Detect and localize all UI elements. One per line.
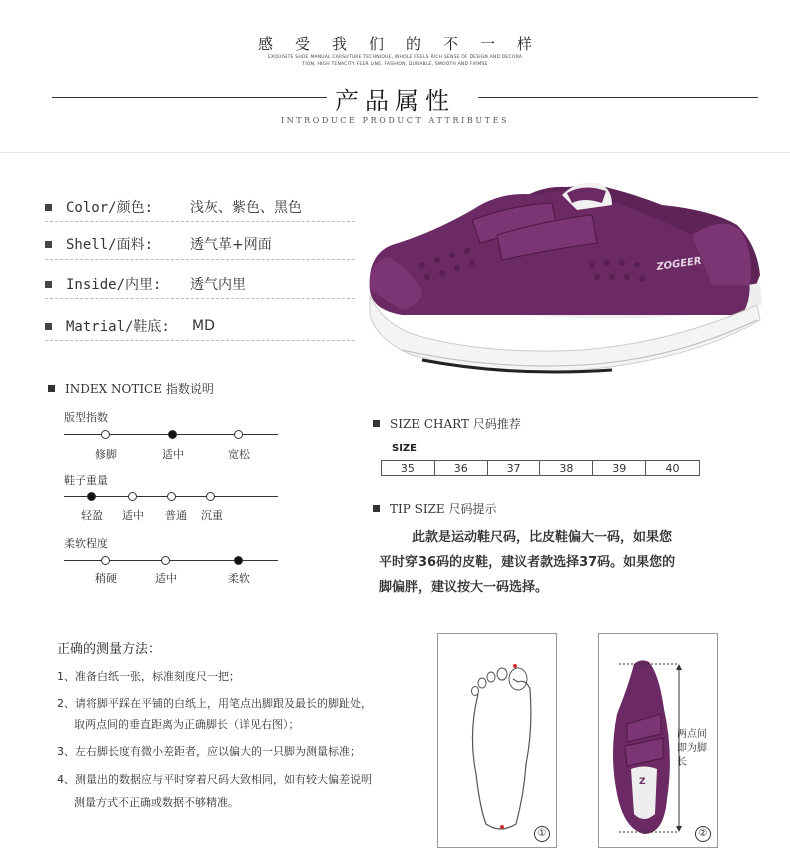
size-chart-heading [373, 415, 521, 432]
scale-weight-dot-selected [87, 492, 96, 501]
attribute-label: Inside/内里: [66, 277, 162, 293]
scale-softness-dot [101, 556, 110, 565]
header-subtitle-line1: EXQUISITE SHOE MANUAL CARSUTURE TECHNIQUE, WHOLE FEELS RICH SENSE OF DESIGN AND DECORA [267, 55, 522, 60]
size-cell: 35 [382, 461, 435, 475]
scale-fit-title: 版型指数 [64, 411, 108, 424]
index-notice-heading-text: INDEX NOTICE 指数说明 [65, 382, 214, 396]
attribute-color [45, 196, 365, 218]
size-cell: 38 [540, 461, 593, 475]
figure-length-note: 两点间即为脚长 [677, 729, 707, 768]
bullet-icon [373, 420, 380, 427]
figure-shoe-length [598, 633, 718, 848]
measure-title: 正确的测量方法： [57, 642, 162, 657]
tip-size-heading [373, 500, 497, 517]
attribute-label: Matrial/鞋底: [66, 319, 170, 335]
attribute-inside [45, 273, 365, 295]
tip-line: 此款是运动鞋尺码，比皮鞋偏大一码，如果您 [412, 530, 673, 545]
tongue-mark: Z [639, 777, 646, 787]
scale-weight-option: 普通 [165, 509, 187, 522]
attribute-shell [45, 233, 365, 255]
scale-weight-dot [167, 492, 176, 501]
scale-fit-dot [101, 430, 110, 439]
main-title-en: INTRODUCE PRODUCT ATTRIBUTES [280, 116, 510, 125]
scale-weight-dot [128, 492, 137, 501]
scale-fit-option: 宽松 [228, 448, 250, 461]
scale-softness-option: 适中 [155, 572, 177, 585]
tip-size-heading-text: TIP SIZE 尺码提示 [390, 502, 497, 516]
shoe-brand-text: ZOGEER [655, 255, 703, 273]
size-cell: 37 [488, 461, 541, 475]
bullet-icon [45, 323, 52, 330]
scale-softness-dot [161, 556, 170, 565]
scale-fit-option: 适中 [162, 448, 184, 461]
scale-weight-title: 鞋子重量 [64, 474, 108, 487]
size-cell: 39 [593, 461, 646, 475]
main-title: 产品属性 [335, 87, 455, 115]
size-table [381, 460, 700, 476]
scale-weight-option: 适中 [122, 509, 144, 522]
foot-outline-icon [438, 634, 556, 847]
attribute-sole [45, 315, 365, 337]
scale-softness-option: 柔软 [228, 572, 250, 585]
scale-weight-dot [206, 492, 215, 501]
scale-softness-option: 稍硬 [95, 572, 117, 585]
tip-line: 平时穿36码的皮鞋，建议者款选择37码。如果您的 [379, 555, 676, 570]
bullet-icon [373, 505, 380, 512]
attribute-divider [45, 221, 355, 222]
attribute-divider [45, 340, 355, 341]
header-subtitle-line2: TION, HIGH TENACITY FEER LINE, FASHION, DURABLE, SMOOTH AND FIRMSE [302, 62, 488, 67]
bullet-icon [45, 204, 52, 211]
bullet-icon [45, 241, 52, 248]
attribute-label: Shell/面料: [66, 237, 154, 253]
figure-foot-outline [437, 633, 557, 848]
measure-step: 1、准备白纸一张，标准刻度尺一把； [57, 670, 240, 683]
tip-line: 脚偏胖，建议按大一码选择。 [379, 580, 549, 595]
header-divider [0, 152, 790, 153]
figure-number: ② [695, 826, 711, 842]
size-label: SIZE [392, 443, 418, 454]
size-cell: 36 [435, 461, 488, 475]
measure-step-cont: 测量方式不正确或数据不够精准。 [74, 796, 239, 809]
scale-softness-title: 柔软程度 [64, 537, 108, 550]
attribute-value: MD [192, 318, 215, 334]
measure-step-cont: 取两点间的垂直距离为正确脚长（详见右图）； [74, 718, 300, 731]
scale-weight-option: 沉重 [201, 509, 223, 522]
scale-softness-line [64, 560, 278, 561]
scale-softness-dot-selected [234, 556, 243, 565]
attribute-value: 浅灰、紫色、黑色 [190, 200, 302, 216]
measure-step: 3、左右脚长度有微小差距者，应以偏大的一只脚为测量标准； [57, 745, 361, 758]
attribute-divider [45, 298, 355, 299]
scale-fit-option: 修脚 [95, 448, 117, 461]
measure-step: 4、测量出的数据应与平时穿着尺码大致相同，如有较大偏差说明 [57, 773, 372, 786]
scale-weight-option: 轻盈 [81, 509, 103, 522]
bullet-icon [48, 385, 55, 392]
bullet-icon [45, 281, 52, 288]
attribute-label: Color/颜色: [66, 200, 154, 216]
measure-step: 2、请将脚平踩在平铺的白纸上，用笔点出脚跟及最长的脚趾处， [57, 697, 372, 710]
product-shoe-image [362, 165, 772, 380]
figure-number: ① [534, 826, 550, 842]
scale-fit-dot-selected [168, 430, 177, 439]
attribute-divider [45, 259, 355, 260]
size-chart-heading-text: SIZE CHART 尺码推荐 [390, 417, 521, 431]
scale-fit-dot [234, 430, 243, 439]
size-cell: 40 [665, 462, 680, 475]
attribute-value: 透气革+网面 [190, 237, 272, 253]
index-notice-heading [48, 380, 214, 397]
header-title: 感受我们的不一样 [257, 35, 554, 53]
attribute-value: 透气内里 [190, 277, 246, 293]
